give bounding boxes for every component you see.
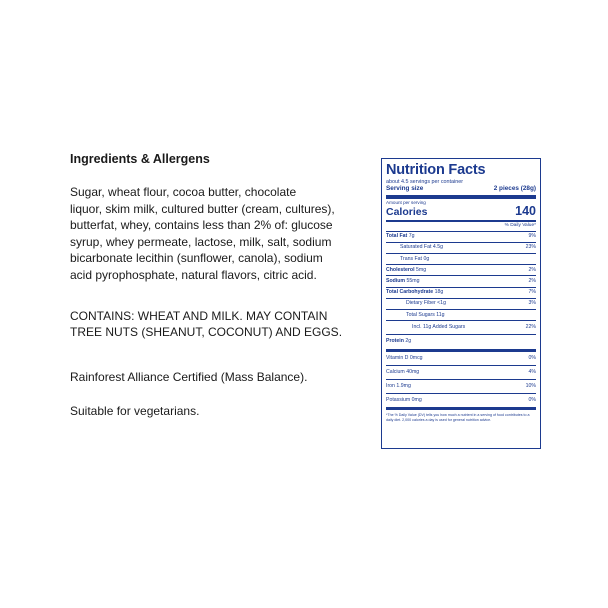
- nutrient-dv: 2%: [528, 266, 536, 273]
- ingredients-line: Sugar, wheat flour, cocoa butter, chocolate: [70, 185, 297, 199]
- nutrient-label: Saturated Fat: [400, 244, 432, 251]
- nutrient-amount: 0g: [423, 255, 430, 262]
- nutrient-label: Dietary Fiber: [406, 300, 436, 307]
- nutrient-amount: 18g: [434, 289, 444, 296]
- nutrient-label: Total Sugars: [406, 311, 435, 318]
- vitamin-label: Vitamin D: [386, 354, 409, 361]
- servings-per-container: about 4.5 servings per container: [386, 179, 464, 185]
- ingredients-list: [70, 184, 360, 284]
- nutrient-dv: 2%: [528, 278, 536, 285]
- nutrient-label: Total Fat: [386, 233, 408, 240]
- vitamin-row-vitamin-d: [386, 352, 536, 366]
- nutrient-amount: 7g: [408, 233, 415, 240]
- vitamin-amount: 0mg: [411, 397, 422, 404]
- ingredients-panel: [70, 152, 360, 420]
- nutrient-dv: 23%: [525, 244, 536, 251]
- serving-size-label: Serving size: [386, 185, 424, 193]
- calories-value: 140: [515, 204, 536, 219]
- calories-row: [386, 205, 536, 222]
- daily-value-footnote: *The % Daily Value (DV) tells you how much a nutrient in a serving of food contributes to a daily diet. 2,000 calories a day is used for general nutrition advice.: [386, 413, 530, 422]
- nutrient-amount: 2g: [405, 338, 412, 345]
- nutrient-row-cholesterol: [386, 265, 536, 276]
- allergen-line: CONTAINS: WHEAT AND MILK. MAY CONTAIN: [70, 308, 328, 323]
- vitamin-dv: 0%: [528, 397, 536, 404]
- amount-per-serving: Amount per serving: [386, 199, 426, 205]
- nutrient-row-total-fat: [386, 232, 536, 243]
- nutrient-row-trans-fat: [386, 254, 536, 265]
- vitamin-amount: 1.9mg: [396, 383, 411, 390]
- daily-value-header: % Daily Value*: [386, 222, 536, 232]
- nutrient-row-total-sugars: [386, 310, 536, 321]
- ingredients-heading: Ingredients & Allergens: [70, 152, 210, 166]
- nutrition-title: Nutrition Facts: [386, 162, 486, 178]
- vitamin-label: Calcium: [386, 368, 405, 375]
- nutrient-dv: 7%: [528, 289, 536, 296]
- vitamin-dv: 4%: [528, 368, 536, 375]
- calories-label: Calories: [386, 206, 428, 219]
- serving-size-value: 2 pieces (28g): [493, 185, 536, 193]
- vitamin-amount: 0mcg: [409, 354, 423, 361]
- certification-text: Rainforest Alliance Certified (Mass Balance).: [70, 369, 308, 384]
- nutrient-dv: 9%: [528, 233, 536, 240]
- nutrient-row-dietary-fiber: [386, 299, 536, 310]
- vitamin-label: Iron: [386, 383, 395, 390]
- nutrition-facts-label: [381, 158, 541, 449]
- vitamin-row-calcium: [386, 366, 536, 380]
- vitamin-row-potassium: [386, 394, 536, 410]
- nutrient-amount: 4.5g: [432, 244, 443, 251]
- nutrient-amount: <1g: [437, 300, 446, 307]
- nutrient-row-added-sugars: [386, 321, 536, 335]
- nutrient-label: Incl. 11g Added Sugars: [412, 324, 466, 331]
- vitamin-dv: 0%: [528, 354, 536, 361]
- vitamin-dv: 10%: [525, 383, 536, 390]
- nutrient-label: Trans Fat: [400, 255, 423, 262]
- nutrient-dv: 22%: [525, 324, 536, 331]
- vitamin-row-iron: [386, 380, 536, 394]
- nutrient-label: Sodium: [386, 278, 406, 285]
- nutrient-row-sodium: [386, 276, 536, 287]
- nutrient-amount: 55mg: [406, 278, 420, 285]
- nutrient-label: Cholesterol: [386, 266, 415, 273]
- nutrient-row-total-carbohydrate: [386, 288, 536, 299]
- suitability-text: Suitable for vegetarians.: [70, 404, 200, 419]
- allergen-line: TREE NUTS (SHEANUT, COCONUT) AND EGGS.: [70, 325, 343, 340]
- ingredients-line: butterfat, whey, contains less than 2% of: glucose: [70, 218, 333, 233]
- allergen-statement: [70, 308, 360, 341]
- vitamin-amount: 40mg: [406, 368, 420, 375]
- ingredients-line: bicarbonate lecithin (sunflower, canola), sodium: [70, 251, 323, 266]
- nutrient-amount: 5mg: [416, 266, 427, 273]
- ingredients-line: liquor, skim milk, cultured butter (cream, cultures),: [70, 201, 335, 216]
- nutrient-row-protein: [386, 335, 536, 351]
- vitamin-label: Potassium: [386, 397, 411, 404]
- nutrient-label: Total Carbohydrate: [386, 289, 434, 296]
- nutrient-row-saturated-fat: [386, 243, 536, 254]
- ingredients-line: acid pyrophosphate, natural flavors, citric acid.: [70, 267, 317, 282]
- ingredients-line: syrup, whey permeate, lactose, milk, salt, sodium: [70, 234, 332, 249]
- nutrient-amount: 11g: [436, 311, 445, 318]
- serving-size-row: [386, 186, 536, 198]
- nutrient-label: Protein: [386, 338, 404, 345]
- nutrient-dv: 3%: [528, 300, 536, 307]
